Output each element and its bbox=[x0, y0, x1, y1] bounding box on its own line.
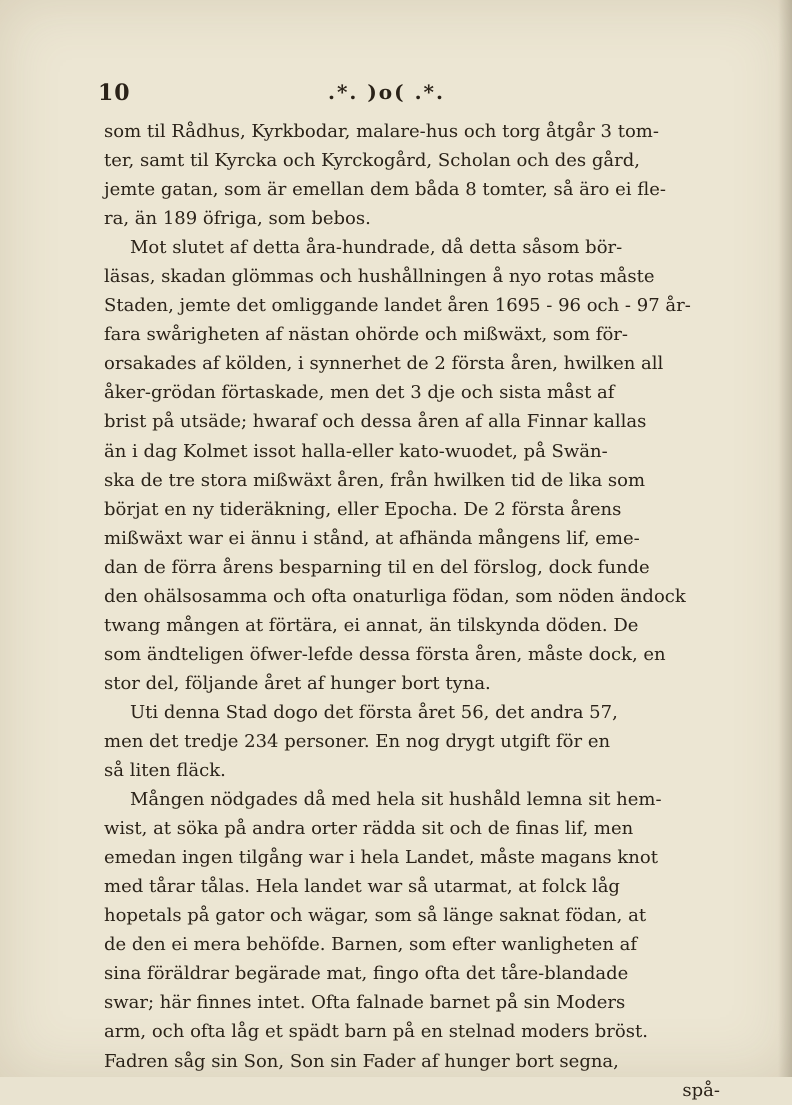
text-line: stor del, följande året af hunger bort tyna. bbox=[104, 672, 491, 694]
text-line: åker-grödan förtaskade, men det 3 dje och sista måst af bbox=[104, 382, 615, 404]
text-line: dan de förra årens besparning til en del förslog, dock funde bbox=[104, 556, 650, 578]
catchword: spå- bbox=[682, 1079, 720, 1101]
text-line: swar; här finnes intet. Ofta falnade barnet på sin Moders bbox=[104, 992, 626, 1014]
text-line: brist på utsäde; hwaraf och dessa åren af alla Finnar kallas bbox=[104, 411, 647, 433]
page-header bbox=[98, 80, 698, 110]
page-number: 10 bbox=[98, 80, 131, 106]
text-line: orsakades af kölden, i synnerhet de 2 första åren, hwilken all bbox=[104, 353, 664, 375]
text-line: mißwäxt war ei ännu i stånd, at afhända mångens lif, eme- bbox=[104, 527, 640, 549]
text-line: men det tredje 234 personer. En nog drygt utgift för en bbox=[104, 730, 611, 752]
text-line: den ohälsosamma och ofta onaturliga födan, som nöden ändock bbox=[104, 585, 686, 607]
text-line: som til Rådhus, Kyrkbodar, malare-hus och torg åtgår 3 tom- bbox=[104, 121, 659, 142]
text-line: twang mången at förtära, ei annat, än tilskynda döden. De bbox=[104, 614, 639, 636]
text-line: ra, än 189 öfriga, som bebos. bbox=[104, 208, 371, 230]
text-line: börjat en ny tideräkning, eller Epocha. De 2 första årens bbox=[104, 498, 622, 520]
text-line: än i dag Kolmet issot halla-eller kato-wuodet, på Swän- bbox=[104, 440, 608, 462]
text-line: wist, at söka på andra orter rädda sit och de finas lif, men bbox=[104, 818, 634, 840]
text-line: Mot slutet af detta åra-hundrade, då detta såsom bör- bbox=[130, 237, 623, 259]
text-line: sina föräldrar begärade mat, fingo ofta det tåre-blandade bbox=[104, 963, 629, 985]
text-line: fara swårigheten af nästan ohörde och mißwäxt, som för- bbox=[104, 324, 628, 346]
header-ornament: .*. )o( .*. bbox=[328, 80, 445, 104]
text-line: Uti denna Stad dogo det första året 56, det andra 57, bbox=[130, 701, 618, 723]
text-line: läsas, skadan glömmas och hushållningen å nyo rotas måste bbox=[104, 266, 655, 288]
text-line: Mången nödgades då med hela sit hushåld lemna sit hem- bbox=[130, 789, 662, 811]
body-text bbox=[104, 117, 720, 1105]
text-line: arm, och ofta låg et spädt barn på en stelnad moders bröst. bbox=[104, 1021, 648, 1043]
text-line: som ändteligen öfwer-lefde dessa första åren, måste dock, en bbox=[104, 643, 666, 665]
text-line: ska de tre stora mißwäxt åren, från hwilken tid de lika som bbox=[104, 469, 646, 491]
text-line: emedan ingen tilgång war i hela Landet, måste magans knot bbox=[104, 847, 658, 869]
text-line: Fadren såg sin Son, Son sin Fader af hunger bort segna, bbox=[104, 1050, 619, 1072]
text-line: så liten fläck. bbox=[104, 760, 226, 782]
page-edge-shadow bbox=[778, 0, 792, 1077]
text-line: ter, samt til Kyrcka och Kyrckogård, Scholan och des gård, bbox=[104, 150, 640, 172]
text-line: de den ei mera behöfde. Barnen, som efter wanligheten af bbox=[104, 934, 638, 956]
text-line: hopetals på gator och wägar, som så länge saknat födan, at bbox=[104, 905, 647, 927]
text-line: jemte gatan, som är emellan dem båda 8 tomter, så äro ei fle- bbox=[104, 179, 666, 201]
text-line: med tårar tålas. Hela landet war så utarmat, at folck låg bbox=[104, 876, 620, 898]
text-line: Staden, jemte det omliggande landet åren 1695 - 96 och - 97 år- bbox=[104, 295, 691, 317]
